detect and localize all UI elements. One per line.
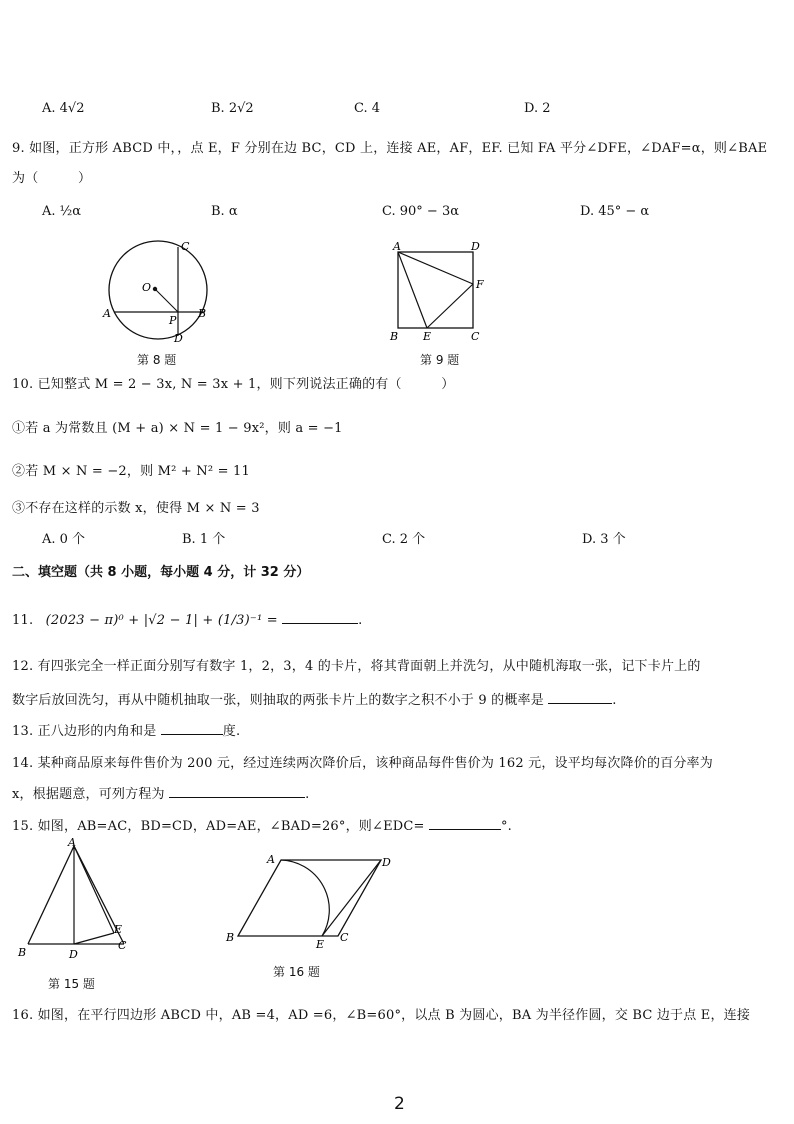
q13 xyxy=(12,720,240,739)
fig16-label-b: B xyxy=(226,931,235,944)
section-heading-fill-in: 二、填空题（共 8 小题，每小题 4 分，计 32 分） xyxy=(12,565,310,580)
q12-tail: . xyxy=(612,693,617,708)
fig8-label-b: B xyxy=(198,307,207,320)
q14-line1: 14. 某种商品原来每件售价为 200 元，经过连续两次降价后，该种商品每件售价为 162 元，设平均每次降价的百分率为 xyxy=(12,756,713,771)
q15-text: 15. 如图，AB=AC，BD=CD，AD=AE，∠BAD=26°，则∠EDC= xyxy=(12,819,425,834)
q9-option-c: C. 90° − 3α xyxy=(382,204,459,219)
q11-answer-blank xyxy=(282,611,358,624)
fig9-caption: 第 9 题 xyxy=(420,353,460,367)
q10-text: 10. 已知整式 M = 2 − 3x, N = 3x + 1，则下列说法正确的有（ ） xyxy=(12,377,455,392)
fig8-label-p: P xyxy=(169,314,177,327)
fig9-label-b: B xyxy=(390,330,399,343)
q14-tail: . xyxy=(305,787,310,802)
fig8-caption: 第 8 题 xyxy=(137,353,177,367)
q13-tail: 度. xyxy=(222,724,241,739)
figure-16-parallelogram xyxy=(220,848,400,948)
q13-text: 13. 正八边形的内角和是 xyxy=(12,724,157,739)
fig8-label-d: D xyxy=(174,332,183,345)
q10-statement-3: ③不存在这样的示数 x，使得 M × N = 3 xyxy=(12,501,260,516)
q11-tail: . xyxy=(358,613,363,628)
q15-answer-blank xyxy=(429,817,501,830)
q9-option-a: A. ½α xyxy=(42,204,82,219)
page-number: 2 xyxy=(394,1094,405,1114)
fig9-label-e: E xyxy=(423,330,432,343)
q12-line1: 12. 有四张完全一样正面分别写有数字 1，2，3，4 的卡片，将其背面朝上并洗匀，从中随机海取一张，记下卡片上的 xyxy=(12,659,701,674)
q12-answer-blank xyxy=(548,691,612,704)
q9-option-b: B. α xyxy=(211,204,238,219)
fig9-label-a: A xyxy=(393,240,401,253)
fig9-label-d: D xyxy=(471,240,480,253)
fig16-label-e: E xyxy=(316,938,325,948)
q12-line2 xyxy=(12,689,617,708)
q11-expression: (2023 − π)⁰ + |√2 − 1| + (1/3)⁻¹ = xyxy=(45,613,278,628)
fig9-label-f: F xyxy=(476,278,484,291)
fig16-label-d: D xyxy=(382,856,391,869)
q10-statement-1: ①若 a 为常数且 (M + a) × N = 1 − 9x²，则 a = −1 xyxy=(12,421,343,436)
q11-prefix: 11. xyxy=(12,613,34,628)
q10-statement-2: ②若 M × N = −2，则 M² + N² = 11 xyxy=(12,464,250,479)
fig15-label-e: E xyxy=(114,923,123,936)
q9-option-d: D. 45° − α xyxy=(580,204,650,219)
q10-option-a: A. 0 个 xyxy=(42,532,86,547)
q9-text: 9. 如图，正方形 ABCD 中，，点 E，F 分别在边 BC，CD 上，连接 AE，AF，EF. 已知 FA 平分∠DFE，∠DAF=α，则∠BAE xyxy=(12,141,768,156)
fig15-label-b: B xyxy=(18,946,27,959)
q9-text2: 为（ ） xyxy=(12,171,92,186)
q8-option-b: B. 2√2 xyxy=(211,101,254,116)
fig8-label-c: C xyxy=(181,240,190,253)
fig16-label-c: C xyxy=(340,931,349,944)
q15 xyxy=(12,815,512,834)
fig16-label-a: A xyxy=(267,853,275,866)
fig8-label-o: O xyxy=(142,281,152,294)
q13-answer-blank xyxy=(161,722,223,735)
q8-option-c: C. 4 xyxy=(354,101,381,116)
q14-line2 xyxy=(12,783,309,802)
figure-15-triangle xyxy=(10,836,140,962)
q8-option-d: D. 2 xyxy=(524,101,551,116)
q10-option-b: B. 1 个 xyxy=(182,532,226,547)
q8-option-a: A. 4√2 xyxy=(42,101,85,116)
q16-text: 16. 如图，在平行四边形 ABCD 中，AB =4，AD =6，∠B=60°，以点 B 为圆心，BA 为半径作圆，交 BC 边于点 E，连接 xyxy=(12,1008,751,1023)
q12-line2-text: 数字后放回洗匀，再从中随机抽取一张，则抽取的两张卡片上的数字之积不小于 9 的概率是 xyxy=(12,693,544,708)
fig9-label-c: C xyxy=(471,330,480,343)
q14-answer-blank xyxy=(169,785,305,798)
fig8-label-a: A xyxy=(103,307,111,320)
fig15-label-c: C xyxy=(118,939,127,952)
q15-tail: °. xyxy=(500,819,513,834)
fig16-caption: 第 16 题 xyxy=(273,965,320,979)
q14-line2-text: x，根据题意，可列方程为 xyxy=(12,787,165,802)
figure-8-circle xyxy=(100,238,220,348)
fig15-label-a: A xyxy=(68,836,76,849)
q10-option-c: C. 2 个 xyxy=(382,532,426,547)
fig15-caption: 第 15 题 xyxy=(48,977,95,991)
figure-9-square xyxy=(385,238,490,348)
fig15-label-d: D xyxy=(69,948,78,961)
q10-option-d: D. 3 个 xyxy=(582,532,626,547)
q11 xyxy=(12,611,362,628)
